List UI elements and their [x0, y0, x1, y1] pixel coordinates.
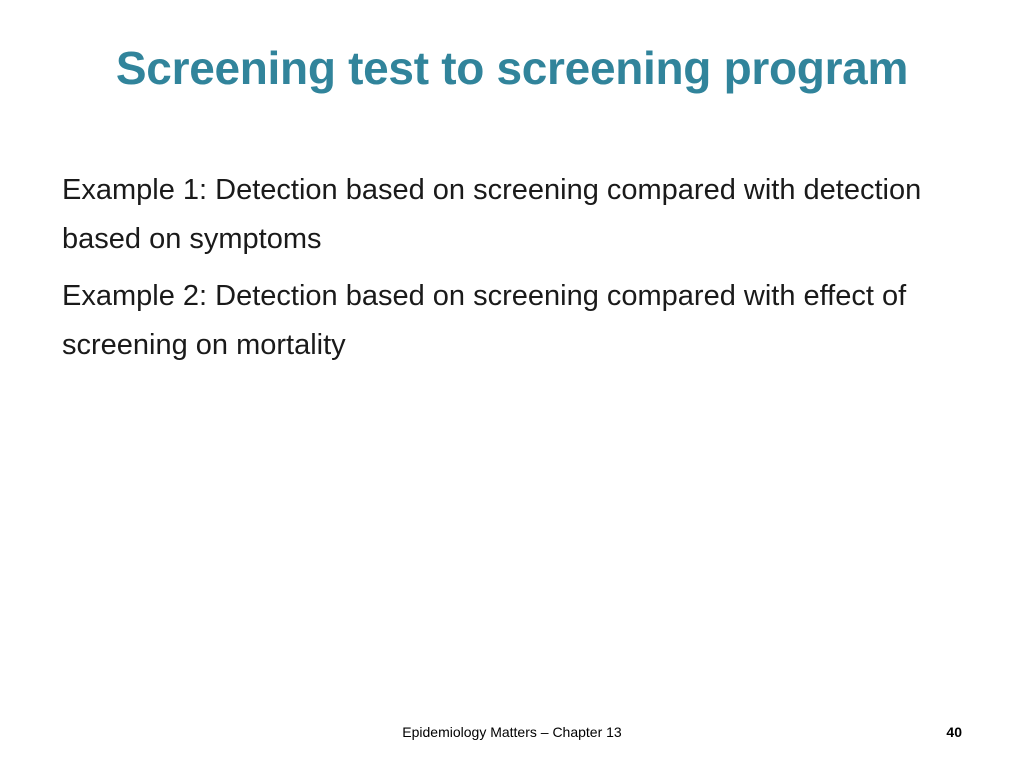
slide-body [62, 166, 962, 378]
footer-text: Epidemiology Matters – Chapter 13 [402, 724, 622, 740]
page-number: 40 [946, 724, 962, 740]
body-paragraph-example-1: Example 1: Detection based on screening compared with detection based on symptoms [62, 174, 922, 255]
slide-title: Screening test to screening program [115, 42, 909, 94]
body-paragraph-example-2: Example 2: Detection based on screening compared with effect of screening on mortality [62, 280, 907, 361]
